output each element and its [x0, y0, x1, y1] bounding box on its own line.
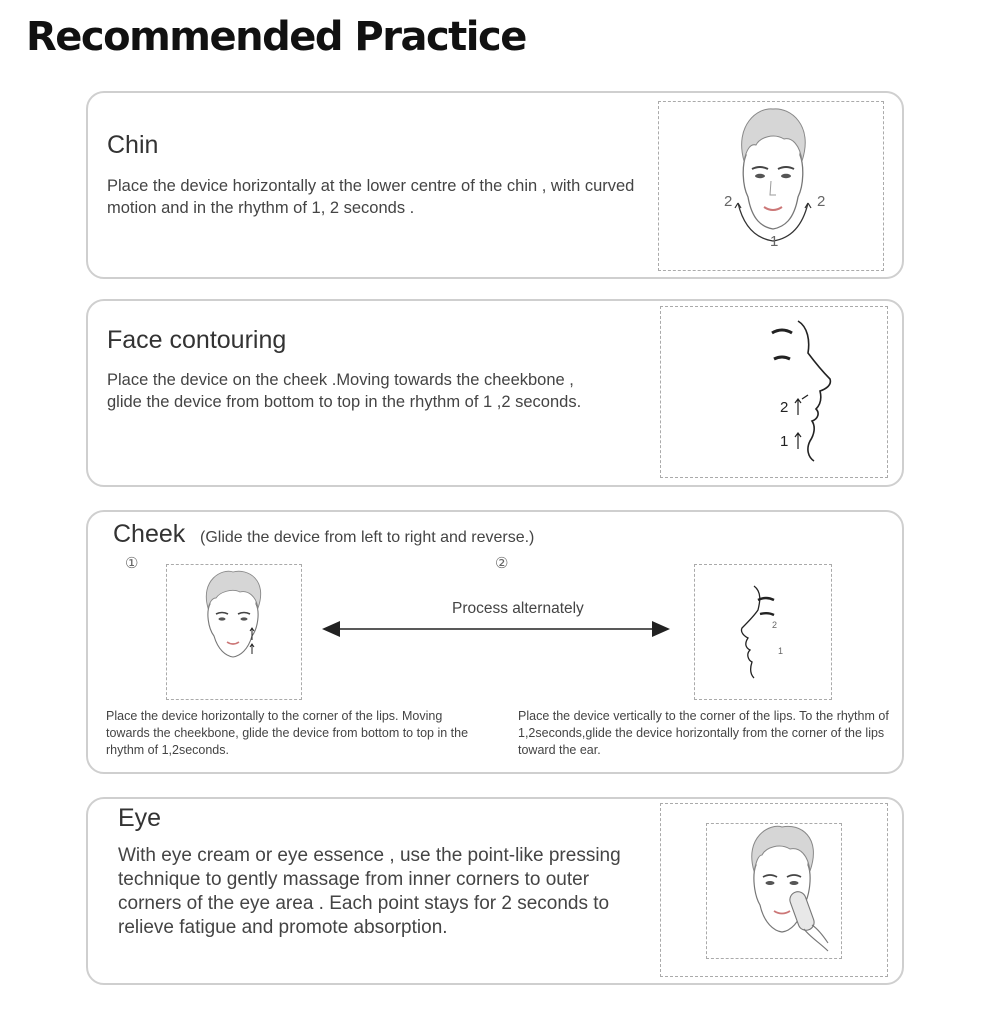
cheek-step-2: ②: [495, 555, 509, 572]
chin-card: [86, 91, 904, 279]
chin-label-left: 2: [724, 193, 733, 210]
eye-title: Eye: [118, 804, 162, 832]
cheek-profile-illustration: [728, 582, 788, 682]
cheek-text-right: Place the device vertically to the corner of the lips. To the rhythm of 1,2seconds,glide the device horizontally from the corner of the lips toward the ear.: [518, 709, 889, 757]
cheek-subtitle: (Glide the device from left to right and reverse.): [200, 529, 535, 546]
face-contouring-label-upper: 2: [780, 399, 789, 416]
face-contouring-title: Face contouring: [107, 326, 287, 354]
cheek-title: Cheek: [113, 520, 186, 548]
face-contouring-text: Place the device on the cheek .Moving towards the cheekbone , glide the device from bottom to top in the rhythm of 1 ,2 seconds.: [107, 371, 582, 411]
double-arrow-icon: [320, 618, 672, 640]
cheek-face-illustration: [188, 570, 278, 670]
chin-title: Chin: [107, 131, 159, 159]
eye-card: [86, 797, 904, 985]
process-alternately-label: Process alternately: [452, 600, 584, 617]
cheek-label-lower: 1: [778, 646, 784, 656]
chin-label-bottom: 1: [770, 233, 779, 250]
chin-text: Place the device horizontally at the lower centre of the chin , with curved motion and in the rhythm of 1, 2 seconds .: [107, 177, 635, 217]
eye-face-illustration: [728, 825, 838, 955]
eye-text: With eye cream or eye essence , use the point-like pressing technique to gently massage from inner corners to outer corners of the eye area . Each point stays for 2 seconds to relieve fatigue and promote absorption.: [118, 845, 621, 938]
face-contouring-label-lower: 1: [780, 433, 789, 450]
cheek-step-1: ①: [125, 555, 139, 572]
contour-arrows-icon: [790, 397, 806, 453]
cheek-label-upper: 2: [772, 620, 778, 630]
page-title: Recommended Practice: [26, 14, 526, 60]
cheek-card: [86, 510, 904, 774]
chin-label-right: 2: [817, 193, 826, 210]
face-contouring-card: [86, 299, 904, 487]
cheek-text-left: Place the device horizontally to the corner of the lips. Moving towards the cheekbone, glide the device from bottom to top in the rhythm of 1,2seconds.: [106, 709, 469, 757]
